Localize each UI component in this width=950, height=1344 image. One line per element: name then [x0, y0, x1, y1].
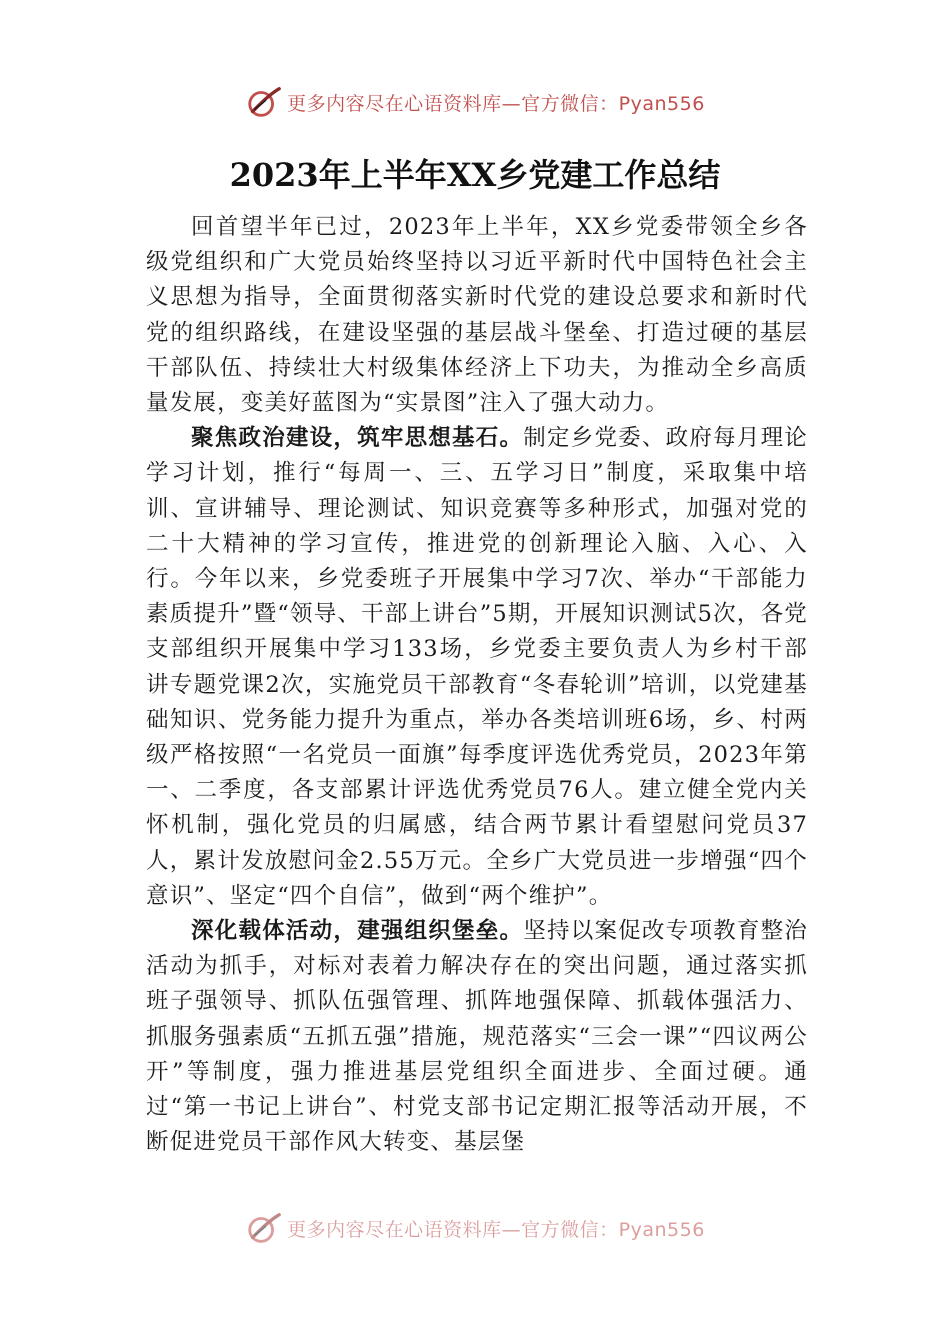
paragraph-lead: 深化载体活动，建强组织堡垒。	[191, 918, 524, 945]
watermark-text: 更多内容尽在心语资料库—官方微信：Pyan556	[287, 92, 705, 115]
document-title: 2023年上半年XX乡党建工作总结	[229, 156, 721, 194]
paragraph-text: 制定乡党委、政府每月理论学习计划，推行“每周一、三、五学习日”制度，采取集中培训、宣讲辅导、理论测试、知识竞赛等多种形式，加强对党的二十大精神的学习宣传，推进党的创新理论入脑、入心、入行。今年以来，乡党委班子开展集中学习7次、举办“干部能力素质提升”暨“领导、干部上讲台”5期，开展知识测试5次，各党支部组织开展集中学习133场，乡党委主要负责人为乡村干部讲专题党课2次，实施党员干部教育“冬春轮训”培训，以党建基础知识、党务能力提升为重点，举办各类培训班6场，乡、村两级严格按照“一名党员一面旗”每季度评选优秀党员，2023年第一、二季度，各支部累计评选优秀党员76人。建立健全党内关怀机制，强化党员的归属感，结合两节累计看望慰问党员37人，累计发放慰问金2.55万元。全乡广大党员进一步增强“四个意识”、坚定“四个自信”，做到“两个维护”。	[146, 425, 808, 909]
watermark-text: 更多内容尽在心语资料库—官方微信：Pyan556	[287, 1218, 705, 1241]
paragraph	[146, 421, 808, 914]
brush-logo-icon	[245, 1209, 283, 1247]
watermark-banner-top	[0, 82, 950, 122]
paragraph-text: 坚持以案促改专项教育整治活动为抓手，对标对表着力解决存在的突出问题，通过落实抓班子强领导、抓队伍强管理、抓阵地强保障、抓载体强活力、抓服务强素质“五抓五强”措施，规范落实“三会一课”“四议两公开”等制度，强力推进基层党组织全面进步、全面过硬。通过“第一书记上讲台”、村党支部书记定期汇报等活动开展，不断促进党员干部作风大转变、基层堡	[146, 918, 808, 1156]
paragraph	[146, 210, 808, 421]
paragraph-lead: 聚焦政治建设，筑牢思想基石。	[191, 425, 524, 452]
document-body	[146, 210, 808, 1160]
brush-logo-icon	[245, 83, 283, 121]
paragraph	[146, 914, 808, 1160]
watermark-banner-bottom	[0, 1208, 950, 1248]
paragraph-text: 回首望半年已过，2023年上半年，XX乡党委带领全乡各级党组织和广大党员始终坚持以习近平新时代中国特色社会主义思想为指导，全面贯彻落实新时代党的建设总要求和新时代党的组织路线，在建设坚强的基层战斗堡垒、打造过硬的基层干部队伍、持续壮大村级集体经济上下功夫，为推动全乡高质量发展，变美好蓝图为“实景图”注入了强大动力。	[146, 214, 808, 417]
